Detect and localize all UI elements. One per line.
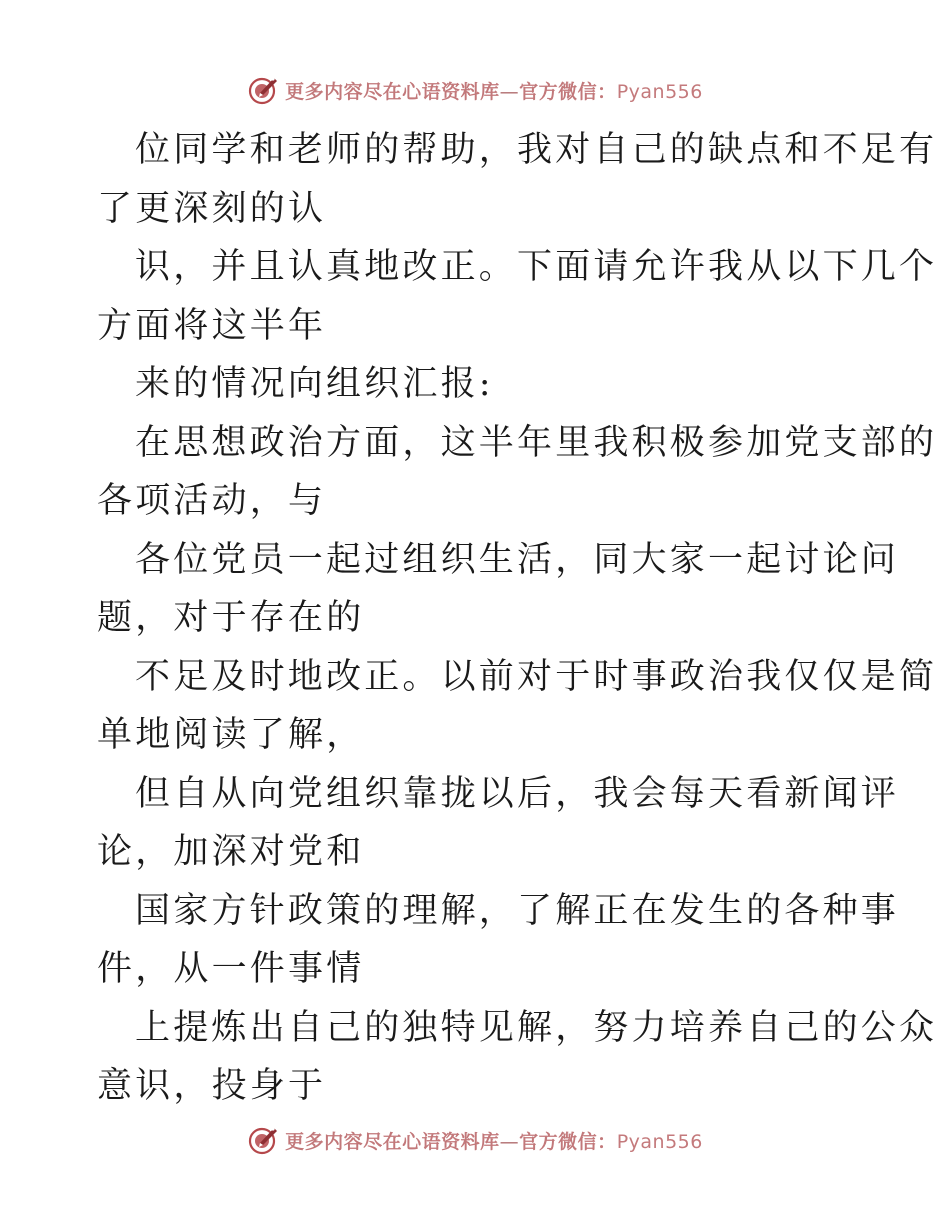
body-line: 不足及时地改正。以前对于时事政治我仅仅是简 <box>135 656 938 697</box>
footer-watermark <box>0 1120 950 1160</box>
body-line: 论，加深对党和 <box>97 832 365 872</box>
watermark-text <box>285 1127 703 1154</box>
watermark-brand: 更多内容尽在心语资料库 <box>285 1130 500 1153</box>
body-line: 件，从一件事情 <box>97 949 365 989</box>
body-line: 各项活动，与 <box>97 481 327 521</box>
watermark-separator: — <box>499 80 520 103</box>
watermark-official: 官方微信： <box>519 1130 617 1153</box>
watermark-official: 官方微信： <box>519 80 617 103</box>
body-line: 位同学和老师的帮助，我对自己的缺点和不足有 <box>135 130 938 170</box>
body-line: 来的情况向组织汇报: <box>135 364 494 404</box>
watermark-text <box>285 77 703 104</box>
document-body <box>97 121 938 1116</box>
body-line: 单地阅读了解， <box>97 715 365 755</box>
body-line: 意识，投身于 <box>97 1066 327 1106</box>
watermark-brand: 更多内容尽在心语资料库 <box>285 80 500 103</box>
watermark-account: Pyan556 <box>616 1130 703 1153</box>
body-line: 方面将这半年 <box>97 305 327 346</box>
body-line: 在思想政治方面，这半年里我积极参加党支部的 <box>135 422 938 463</box>
pen-logo-icon <box>247 1124 279 1156</box>
watermark-separator: — <box>499 1130 520 1153</box>
body-line: 题，对于存在的 <box>97 598 365 638</box>
body-line: 了更深刻的认 <box>97 188 327 229</box>
body-line: 各位党员一起过组织生活，同大家一起讨论问 <box>135 539 900 580</box>
header-watermark <box>0 70 950 110</box>
body-line: 识，并且认真地改正。下面请允许我从以下几个 <box>135 247 938 287</box>
body-line: 但自从向党组织靠拢以后，我会每天看新闻评 <box>135 773 900 814</box>
body-line: 国家方针政策的理解，了解正在发生的各种事 <box>135 890 900 931</box>
pen-logo-icon <box>247 74 279 106</box>
watermark-account: Pyan556 <box>616 80 703 103</box>
body-line: 上提炼出自己的独特见解，努力培养自己的公众 <box>135 1007 938 1048</box>
